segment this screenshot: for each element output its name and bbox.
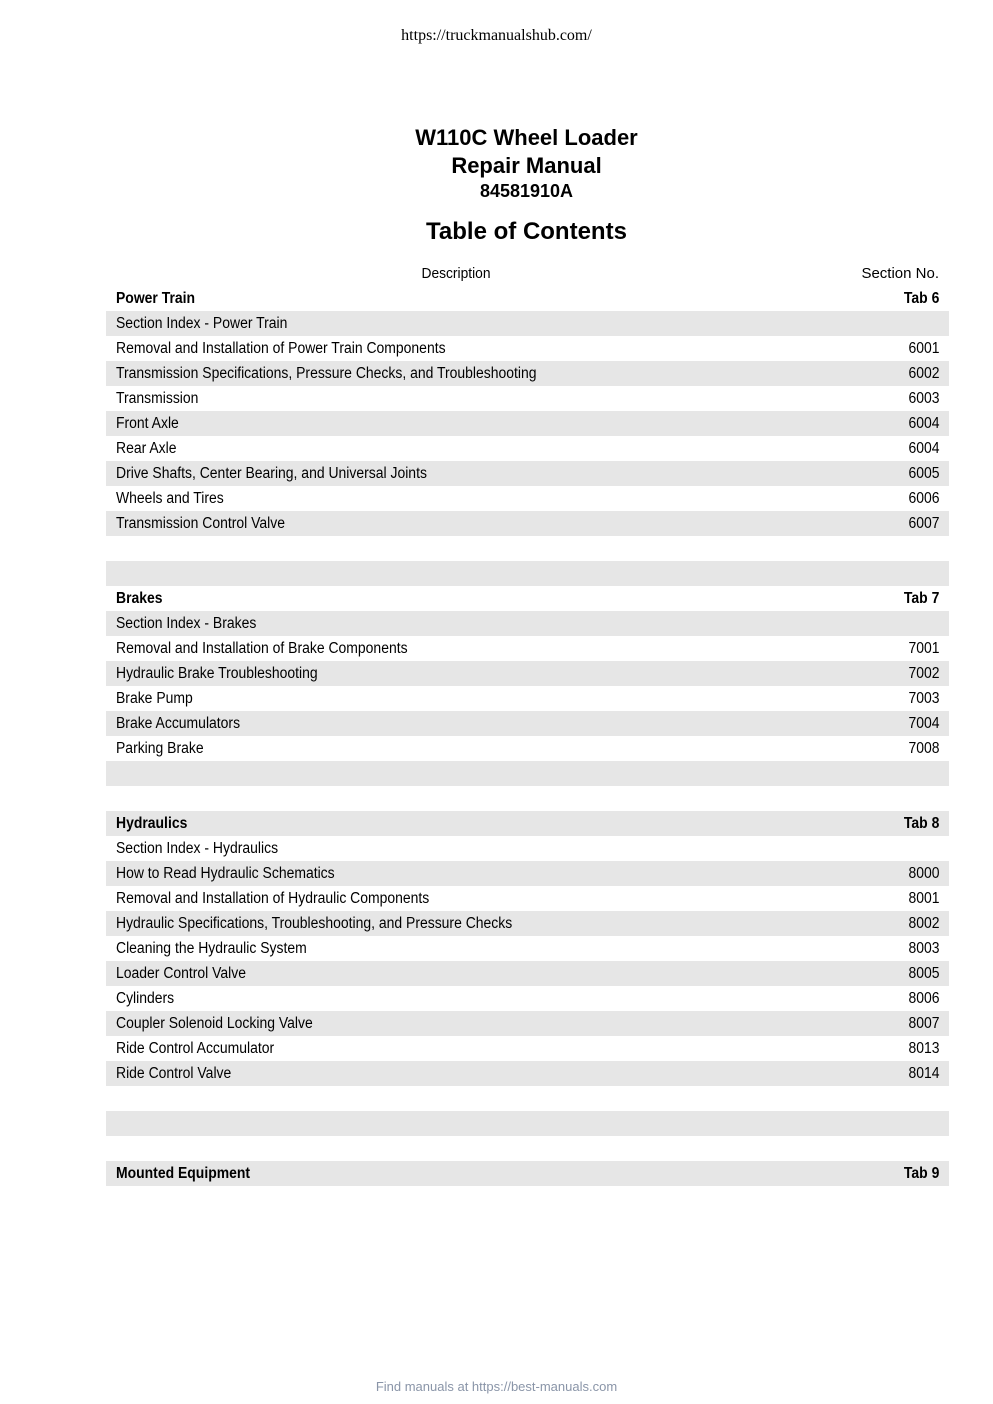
toc-entry[interactable] xyxy=(106,336,949,361)
toc-entry-section-number: Tab 9 xyxy=(903,1165,939,1182)
toc-entry-label: Coupler Solenoid Locking Valve xyxy=(116,1015,313,1032)
toc-entry[interactable] xyxy=(106,736,949,761)
toc-entry[interactable] xyxy=(106,861,949,886)
toc-entry-section-number: 6004 xyxy=(907,415,939,432)
toc-entry-section-number: 6007 xyxy=(907,515,939,532)
toc-entry-label: Transmission Specifications, Pressure Checks, and Troubleshooting xyxy=(116,365,537,382)
toc-entry-section-number: 8000 xyxy=(907,865,939,882)
toc-entry-label: Hydraulic Specifications, Troubleshooting, and Pressure Checks xyxy=(116,915,513,932)
toc-entry-section-number: 7003 xyxy=(907,690,939,707)
toc-entry-label: Section Index - Brakes xyxy=(116,615,257,632)
toc-entry-label: Transmission xyxy=(116,390,199,407)
title-block xyxy=(60,124,993,202)
toc-table xyxy=(106,286,949,1186)
toc-entry-section-number: 6004 xyxy=(907,440,939,457)
toc-entry-label: How to Read Hydraulic Schematics xyxy=(116,865,335,882)
toc-entry-section-number: 8002 xyxy=(907,915,939,932)
toc-entry[interactable] xyxy=(106,511,949,536)
column-headers xyxy=(106,262,949,286)
toc-entry-label: Brake Accumulators xyxy=(116,715,241,732)
toc-entry-label: Transmission Control Valve xyxy=(116,515,286,532)
toc-blank-row xyxy=(106,561,949,586)
toc-entry-section-number: 6003 xyxy=(907,390,939,407)
toc-entry-label: Brake Pump xyxy=(116,690,193,707)
toc-entry[interactable] xyxy=(106,711,949,736)
toc-entry[interactable] xyxy=(106,436,949,461)
toc-entry-label: Front Axle xyxy=(116,415,179,432)
toc-section-header[interactable] xyxy=(106,1161,949,1186)
toc-entry-section-number: 6006 xyxy=(907,490,939,507)
toc-entry-label: Drive Shafts, Center Bearing, and Universal Joints xyxy=(116,465,427,482)
toc-entry[interactable] xyxy=(106,686,949,711)
toc-section-header[interactable] xyxy=(106,286,949,311)
toc-section-header[interactable] xyxy=(106,811,949,836)
toc-entry-label: Section Index - Power Train xyxy=(116,315,288,332)
part-number: 84581910A xyxy=(479,181,574,201)
toc-blank-row xyxy=(106,761,949,786)
toc-entry-label: Parking Brake xyxy=(116,740,204,757)
toc-entry[interactable] xyxy=(106,386,949,411)
toc-entry[interactable] xyxy=(106,661,949,686)
toc-entry-label: Cleaning the Hydraulic System xyxy=(116,940,307,957)
toc-entry-label: Removal and Installation of Hydraulic Components xyxy=(116,890,430,907)
toc-entry-label: Loader Control Valve xyxy=(116,965,247,982)
toc-entry-label: Ride Control Valve xyxy=(116,1065,232,1082)
toc-blank-row xyxy=(106,786,949,811)
toc-entry-section-number: 7008 xyxy=(907,740,939,757)
toc-blank-row xyxy=(106,1111,949,1136)
toc-entry-section-number: Tab 7 xyxy=(903,590,939,607)
toc-entry[interactable] xyxy=(106,886,949,911)
toc-entry-section-number: 7004 xyxy=(907,715,939,732)
toc-entry-section-number: 8014 xyxy=(907,1065,939,1082)
toc-blank-row xyxy=(106,1136,949,1161)
toc-entry-section-number: 7001 xyxy=(907,640,939,657)
toc-entry[interactable] xyxy=(106,836,949,861)
toc-entry-label: Section Index - Hydraulics xyxy=(116,840,279,857)
toc-entry[interactable] xyxy=(106,936,949,961)
toc-entry[interactable] xyxy=(106,361,949,386)
toc-entry-section-number: 8007 xyxy=(907,1015,939,1032)
toc-entry-section-number: 7002 xyxy=(907,665,939,682)
toc-entry[interactable] xyxy=(106,461,949,486)
toc-entry-label: Brakes xyxy=(116,590,163,607)
toc-section-header[interactable] xyxy=(106,586,949,611)
toc-entry[interactable] xyxy=(106,611,949,636)
toc-entry-label: Ride Control Accumulator xyxy=(116,1040,275,1057)
description-column-header: Description xyxy=(421,265,491,282)
toc-entry[interactable] xyxy=(106,311,949,336)
toc-entry-section-number: 8001 xyxy=(907,890,939,907)
section-column-header: Section No. xyxy=(861,265,939,282)
manual-title: W110C Wheel Loader xyxy=(415,125,638,150)
toc-entry[interactable] xyxy=(106,986,949,1011)
toc-blank-row xyxy=(106,536,949,561)
toc-entry-label: Mounted Equipment xyxy=(116,1165,251,1182)
toc-entry-label: Cylinders xyxy=(116,990,175,1007)
toc-heading: Table of Contents xyxy=(426,218,627,245)
toc-entry-section-number: 6005 xyxy=(907,465,939,482)
toc-entry-section-number: 8006 xyxy=(907,990,939,1007)
toc-entry-label: Wheels and Tires xyxy=(116,490,224,507)
toc-entry[interactable] xyxy=(106,1011,949,1036)
toc-entry-label: Hydraulic Brake Troubleshooting xyxy=(116,665,318,682)
manual-subtitle: Repair Manual xyxy=(451,153,602,178)
toc-entry-section-number: Tab 8 xyxy=(903,815,939,832)
toc-entry[interactable] xyxy=(106,636,949,661)
toc-entry[interactable] xyxy=(106,911,949,936)
toc-entry-label: Removal and Installation of Brake Components xyxy=(116,640,408,657)
header-url[interactable]: https://truckmanualshub.com/ xyxy=(401,27,592,44)
toc-entry-label: Hydraulics xyxy=(116,815,188,832)
toc-entry-section-number: 6002 xyxy=(907,365,939,382)
toc-entry[interactable] xyxy=(106,486,949,511)
toc-entry[interactable] xyxy=(106,411,949,436)
toc-entry[interactable] xyxy=(106,1036,949,1061)
toc-entry-label: Removal and Installation of Power Train Components xyxy=(116,340,446,357)
toc-entry-section-number: 8003 xyxy=(907,940,939,957)
toc-entry-section-number: 8013 xyxy=(907,1040,939,1057)
toc-entry-label: Rear Axle xyxy=(116,440,177,457)
toc-entry-section-number: 8005 xyxy=(907,965,939,982)
toc-entry[interactable] xyxy=(106,961,949,986)
toc-entry-section-number: 6001 xyxy=(907,340,939,357)
toc-entry-label: Power Train xyxy=(116,290,196,307)
toc-blank-row xyxy=(106,1086,949,1111)
toc-entry[interactable] xyxy=(106,1061,949,1086)
footer-link[interactable]: Find manuals at https://best-manuals.com xyxy=(375,1379,618,1394)
toc-entry-section-number: Tab 6 xyxy=(903,290,939,307)
